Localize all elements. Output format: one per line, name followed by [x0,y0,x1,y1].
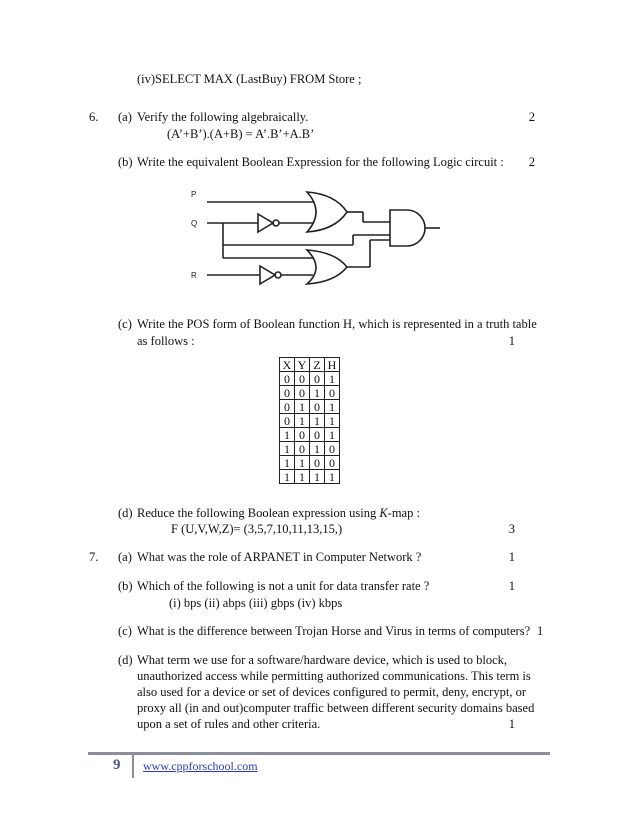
truth-table-cell: 0 [295,428,310,442]
q6b-text: Write the equivalent Boolean Expression for the following Logic circuit : [137,155,504,169]
q6d-text-main: Reduce the following Boolean expression using [137,506,380,520]
input-label-r: R [191,271,197,280]
truth-table-cell: 1 [325,414,340,428]
truth-table-cell: 1 [310,470,325,484]
truth-table-cell: 1 [325,400,340,414]
truth-table-cell: 0 [280,386,295,400]
footer-separator [132,754,134,778]
truth-table-cell: 0 [325,456,340,470]
q7b-text: Which of the following is not a unit for data transfer rate ? [137,579,430,593]
truth-table-header-h: H [325,358,340,372]
truth-table-row [280,386,340,400]
q7d-text-line4: proxy all (in and out)computer traffic between different security domains based [137,701,535,715]
q6d-text-end: -map : [387,506,420,520]
logic-circuit-diagram [185,180,445,290]
q7d-label: (d) [118,653,133,667]
truth-table-cell: 0 [310,372,325,386]
q5-part-iv: (iv)SELECT MAX (LastBuy) FROM Store ; [137,72,362,86]
q6c-text-line2: as follows : [137,334,195,348]
truth-table-row [280,428,340,442]
q6c-label: (c) [118,317,132,331]
q7b-options: (i) bps (ii) abps (iii) gbps (iv) kbps [169,596,343,610]
truth-table-cell: 0 [310,428,325,442]
q6d-marks: 3 [508,522,515,536]
truth-table-cell: 1 [280,442,295,456]
truth-table-row [280,470,340,484]
page-number: 9 [113,757,121,773]
q7d-text-line5: upon a set of rules and other criteria. [137,717,321,731]
truth-table-row [280,372,340,386]
q6b-label: (b) [118,155,133,169]
truth-table-cell: 0 [310,456,325,470]
q7d-text-line2: unauthorized access while permitting authorized communications. This term is [137,669,531,683]
truth-table-cell: 1 [280,428,295,442]
q7c-label: (c) [118,624,132,638]
q6d-text [137,506,420,521]
q7a-label: (a) [118,550,132,564]
truth-table-cell: 1 [280,470,295,484]
truth-table-cell: 1 [295,400,310,414]
truth-table-row [280,414,340,428]
truth-table-cell: 0 [280,414,295,428]
truth-table-cell: 0 [280,372,295,386]
q6a-label: (a) [118,110,132,124]
q7d-marks: 1 [508,717,515,731]
q6c-text-line1: Write the POS form of Boolean function H, which is represented in a truth table [137,317,537,331]
truth-table-cell: 1 [280,456,295,470]
q6d-label: (d) [118,506,133,520]
truth-table-header-z: Z [310,358,325,372]
truth-table-row [280,442,340,456]
truth-table-cell: 1 [310,442,325,456]
q7b-marks: 1 [508,579,515,593]
truth-table-cell: 1 [325,470,340,484]
truth-table-cell: 0 [295,442,310,456]
q6a-marks: 2 [528,110,535,124]
q6d-kmap-letter: K [379,506,388,520]
q7b-label: (b) [118,579,133,593]
truth-table-cell: 1 [295,456,310,470]
footer-divider [88,752,550,755]
truth-table-cell: 0 [295,386,310,400]
truth-table-row [280,400,340,414]
q7c-marks: 1 [537,624,544,638]
q7c-text: What is the difference between Trojan Horse and Virus in terms of computers? [137,624,531,638]
truth-table-cell: 1 [310,414,325,428]
q6a-text: Verify the following algebraically. [137,110,309,124]
truth-table-cell: 1 [295,414,310,428]
input-label-p: P [191,190,197,199]
input-label-q: Q [191,219,198,228]
truth-table-cell: 1 [325,372,340,386]
q7a-text: What was the role of ARPANET in Computer Network ? [137,550,422,564]
q6a-expression: (A’+B’).(A+B) = A’.B’+A.B’ [167,127,315,141]
q6c-marks: 1 [508,334,515,348]
q7d-text-line3: also used for a device or set of devices configured to permit, deny, encrypt, or [137,685,526,699]
truth-table-header-y: Y [295,358,310,372]
question-6-number: 6. [89,110,99,124]
truth-table-cell: 0 [310,400,325,414]
truth-table-cell: 0 [280,400,295,414]
truth-table [279,357,340,484]
truth-table-cell: 1 [310,386,325,400]
truth-table-cell: 0 [325,386,340,400]
truth-table-cell: 1 [295,470,310,484]
q6d-expression: F (U,V,W,Z)= (3,5,7,10,11,13,15,) [171,522,343,536]
truth-table-cell: 1 [325,428,340,442]
question-7-number: 7. [89,550,99,564]
truth-table-header-row [280,358,340,372]
q7d-text-line1: What term we use for a software/hardware device, which is used to block, [137,653,508,667]
q7a-marks: 1 [508,550,515,564]
truth-table-cell: 0 [325,442,340,456]
truth-table-row [280,456,340,470]
truth-table-cell: 0 [295,372,310,386]
q6b-marks: 2 [528,155,535,169]
truth-table-header-x: X [280,358,295,372]
footer-website-link[interactable]: www.cppforschool.com [143,759,258,773]
